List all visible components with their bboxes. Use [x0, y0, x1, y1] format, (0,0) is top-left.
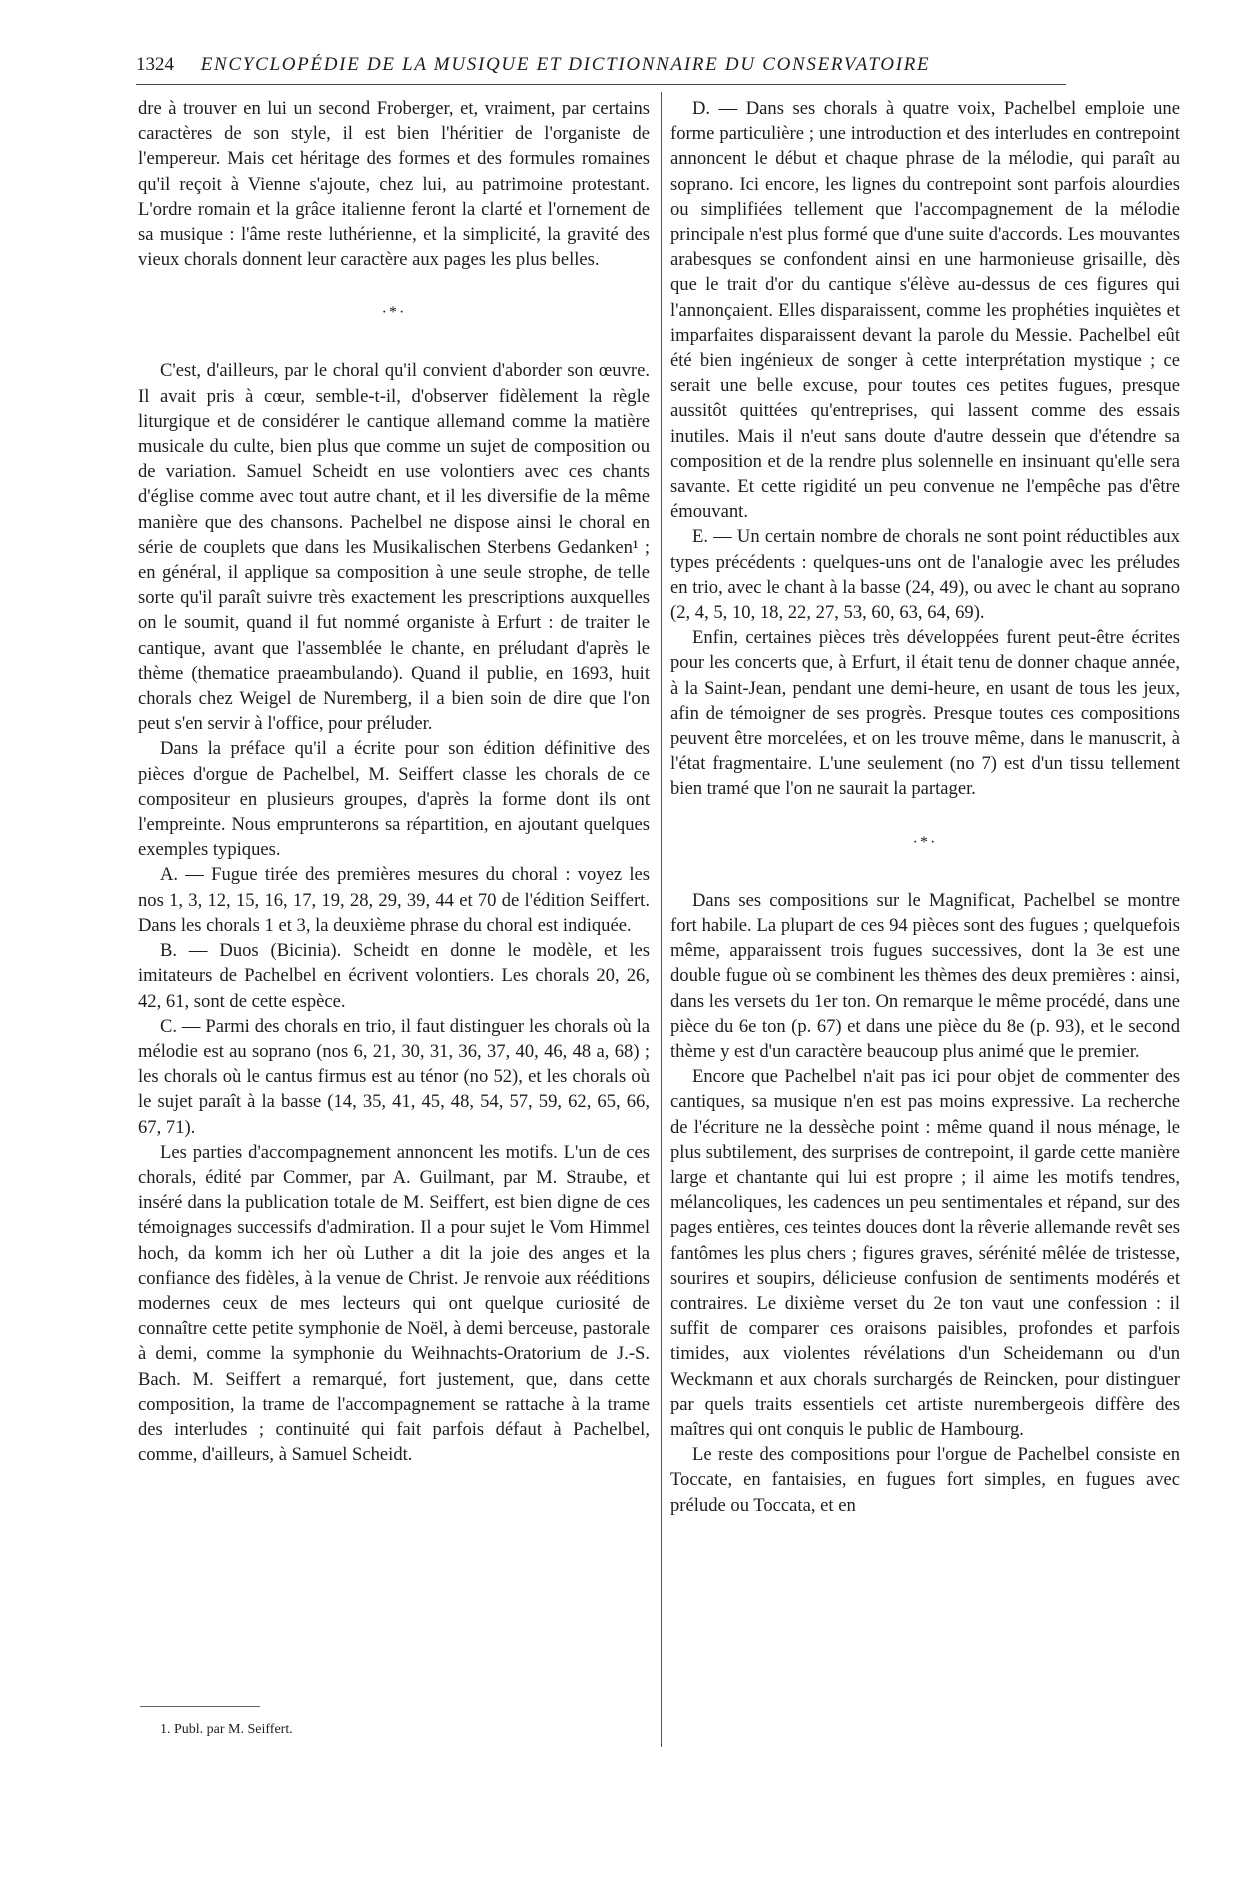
asterism: ·*· [912, 833, 938, 851]
right-column [670, 96, 1180, 1518]
running-head [136, 54, 1066, 76]
paragraph: B. — Duos (Bicinia). Scheidt en donne le modèle, et les imitateurs de Pachelbel en écrivent volontiers. Les chorals 20, 26, 42, 61, sont de cette espèce. [138, 940, 650, 1012]
column-rule [661, 92, 662, 1747]
paragraph: Dans ses compositions sur le Magnificat, Pachelbel se montre fort habile. La plupart de ces 94 pièces sont des fugues ; quelquefois même, apparaissent trois fugues successives, dont la 3e est une double fugue où se combinent les thèmes des deux premières : ainsi, dans les versets du 1er ton. On remarque le même procédé, dans une pièce du 6e ton (p. 67) et dans une pièce du 8e (p. 93), et le second thème y est d'un caractère beaucoup plus animé que le premier. [670, 889, 1180, 1062]
section-separator [670, 802, 1180, 888]
header-rule [136, 84, 1066, 85]
running-title: ENCYCLOPÉDIE DE LA MUSIQUE ET DICTIONNAIRE DU CONSERVATOIRE [200, 54, 931, 75]
left-column [138, 96, 650, 1467]
paragraph: Encore que Pachelbel n'ait pas ici pour objet de commenter des cantiques, sa musique n'en est pas moins expressive. La recherche de l'écriture ne la dessèche point : même quand il nous ménage, le plus subtilement, des surprises de contrepoint, il garde cette manière large et chantante qui lui est propre ; il aime les motifs tendres, mélancoliques, les cadences un peu sentimentales et répand, sur des pages entières, ces teintes douces dont la rêverie allemande revêt ses fantômes les plus chers ; figures graves, sérénité mêlée de tristesse, sourires et soupirs, délicieuse confusion de sentiments modérés et contraires. Le dixième verset du 2e ton vaut une confession : il suffit de comparer ces oraisons paisibles, profondes et parfois timides, aux violentes révélations d'un Scheidemann ou d'un Weckmann et aux chorals surchargés de Reincken, pour distinguer par quels traits essentiels cet artiste nurembergeois diffère des maîtres qui ont conquis le public de Hambourg. [670, 1066, 1180, 1440]
paragraph: C'est, d'ailleurs, par le choral qu'il convient d'aborder son œuvre. Il avait pris à cœur, semble-t-il, d'observer fidèlement la règle liturgique et de considérer le cantique allemand comme la matière musicale du culte, bien plus que comme un sujet de composition ou de variation. Samuel Scheidt en use volontiers avec ces chants d'église comme avec tout autre chant, et il les diversifie de la même manière que des chansons. Pachelbel ne dispose ainsi le choral en série de couplets que dans les Musikalischen Sterbens Gedanken¹ ; en général, il applique sa composition à une seule strophe, de telle sorte qu'il paraît suivre très exactement les prescriptions auxquelles on le soumit, quand il fut nommé organiste à Erfurt : de traiter le cantique, avant que l'assemblée le chante, en préludant d'après le thème (thematice praeambulando). Quand il publie, en 1693, huit chorals chez Weigel de Nuremberg, il a bien soin de dire que l'on peut s'en servir à l'office, pour préluder. [138, 360, 650, 735]
paragraph: D. — Dans ses chorals à quatre voix, Pachelbel emploie une forme particulière ; une introduction et des interludes en contrepoint annoncent le début et chaque phrase de la mélodie, qui paraît au soprano. Ici encore, les lignes du contrepoint sont parfois alourdies ou simplifiées tellement que l'accompagnement de la mélodie principale n'est plus formé que d'une suite d'accords. Les mouvantes arabesques se confondent ainsi en une harmonieuse grisaille, dès que le trait d'or du cantique s'élève au-dessus de ces figures qui l'annonçaient. Elles disparaissent, comme les prophéties inquiètes et imparfaites disparaissent devant la parole du Messie. Pachelbel eût été bien ingénieux de songer à cette interprétation mystique ; ce serait une belle excuse, pour toutes ces petites fugues, presque aussitôt quittées qu'entreprises, qui lassent comme des essais inutiles. Mais il n'eut sans doute d'autre dessein que d'étendre sa composition et de la rendre plus solennelle en insinuant qu'elle sera savante. Et cette rigidité un peu convenue ne l'empêche pas d'être émouvant. [670, 98, 1180, 523]
paragraph: Les parties d'accompagnement annoncent les motifs. L'un de ces chorals, édité par Commer, par A. Guilmant, par M. Straube, et inséré dans la publication totale de M. Seiffert, est bien digne de ces témoignages successifs d'admiration. Il a pour sujet le Vom Himmel hoch, da komm ich her où Luther a dit la joie des anges et la confiance des fidèles, à la venue de Christ. Je renvoie aux rééditions modernes ceux de mes lecteurs qui ont quelque curiosité de connaître cette petite symphonie de Noël, à demi berceuse, pastorale à demi, comme la symphonie du Weihnachts-Oratorium de J.-S. Bach. M. Seiffert a remarqué, fort justement, que, dans cette composition, la trame de l'accompagnement se rattache à la trame des interludes ; continuité qui fait parfois défaut à Pachelbel, comme, d'ailleurs, à Samuel Scheidt. [138, 1141, 650, 1466]
footnote-rule [140, 1706, 260, 1707]
footnote: 1. Publ. par M. Seiffert. [160, 1722, 293, 1737]
page-number: 1324 [136, 54, 174, 75]
paragraph: Enfin, certaines pièces très développées furent peut-être écrites pour les concerts que, à Erfurt, il était tenu de donner chaque année, à la Saint-Jean, pendant une demi-heure, en usant de tous les jeux, afin de témoigner de ses progrès. Presque toutes ces compositions peuvent être morcelées, et on les trouve même, dans le manuscrit, à l'état fragmentaire. L'une seulement (no 7) est d'un tissu tellement bien tramé que l'on ne saurait la partager. [670, 627, 1180, 800]
paragraph: A. — Fugue tirée des premières mesures du choral : voyez les nos 1, 3, 12, 15, 16, 17, 19, 28, 29, 39, 44 et 70 de l'édition Seiffert. Dans les chorals 1 et 3, la deuxième phrase du choral est indiquée. [138, 864, 650, 936]
paragraph: Le reste des compositions pour l'orgue de Pachelbel consiste en Toccate, en fantaisies, en fugues fort simples, en fugues avec prélude ou Toccata, et en [670, 1444, 1180, 1516]
section-separator [138, 272, 650, 358]
paragraph: C. — Parmi des chorals en trio, il faut distinguer les chorals où la mélodie est au soprano (nos 6, 21, 30, 31, 36, 37, 40, 46, 48 a, 68) ; les chorals où le cantus firmus est au ténor (no 52), et les chorals où le sujet paraît à la basse (14, 35, 41, 45, 48, 54, 57, 59, 62, 65, 66, 67, 71). [138, 1015, 650, 1138]
paragraph: Dans la préface qu'il a écrite pour son édition définitive des pièces d'orgue de Pachelbel, M. Seiffert classe les chorals de ce compositeur en plusieurs groupes, d'après la forme dont ils ont l'empreinte. Nous emprunterons sa répartition, en ajoutant quelques exemples typiques. [138, 738, 650, 861]
paragraph: E. — Un certain nombre de chorals ne sont point réductibles aux types précédents : quelques-uns ont de l'analogie avec les préludes en trio, avec le chant à la basse (24, 49), ou avec le chant au soprano (2, 4, 5, 10, 18, 22, 27, 53, 60, 63, 64, 69). [670, 526, 1180, 624]
asterism: ·*· [381, 304, 407, 322]
paragraph: dre à trouver en lui un second Froberger, et, vraiment, par certains caractères de son style, il est bien l'héritier de l'organiste de l'empereur. Mais cet héritage des formes et des formules romaines qu'il reçoit à Vienne s'ajoute, chez lui, au patrimoine protestant. L'ordre romain et la grâce italienne feront la clarté et l'ornement de sa musique : l'âme reste luthérienne, et la simplicité, la gravité des vieux chorals donnent leur caractère aux pages les plus belles. [138, 98, 650, 271]
